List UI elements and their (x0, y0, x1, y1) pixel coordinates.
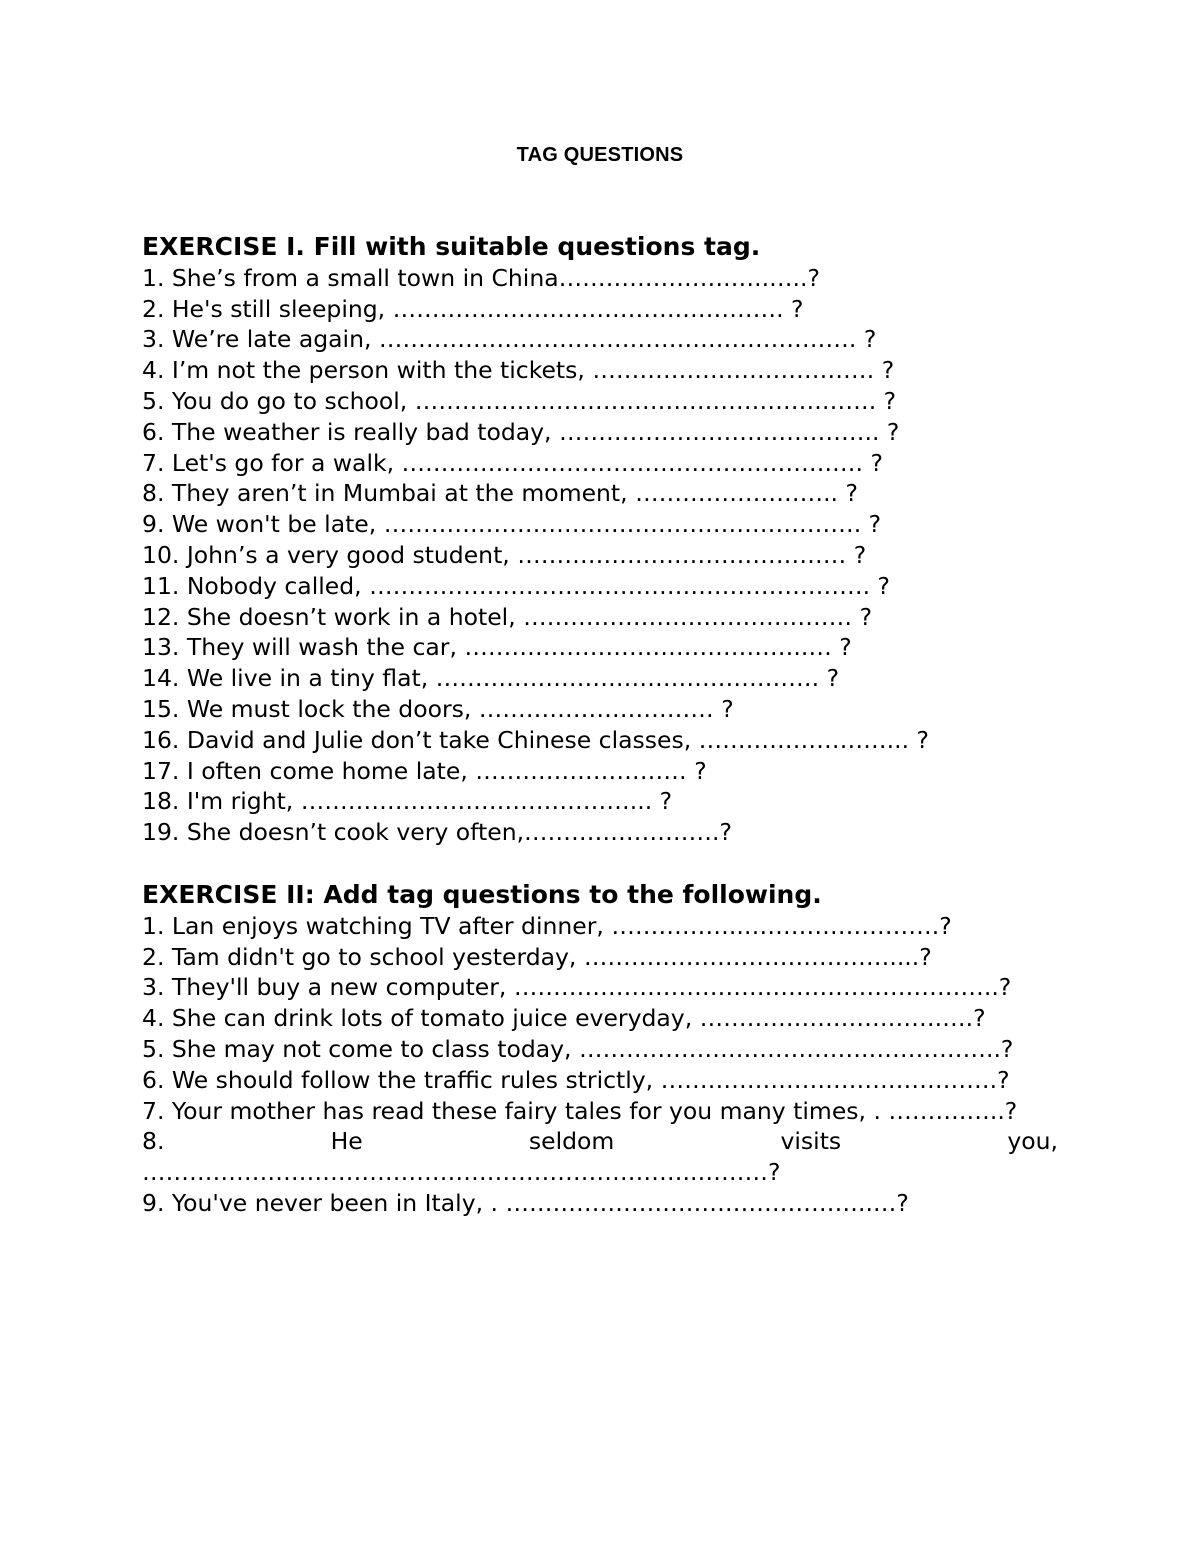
exercise-2-item: 7. Your mother has read these fairy tales for you many times, . ……….…..? (142, 1096, 1018, 1125)
exercise-1-item: 18. I'm right, ……………………………………... ? (142, 787, 673, 816)
exercise-2-item: 1. Lan enjoys watching TV after dinner, ……………..…………………….? (142, 911, 952, 940)
exercise-1-item: 8. They aren’t in Mumbai at the moment, …………………….. ? (142, 479, 858, 508)
exercise-1-item: 15. We must lock the doors, ………………………… ? (142, 694, 734, 723)
exercise-2-item: 3. They'll buy a new computer, ……………………………………………………..? (142, 973, 1012, 1002)
exercise-1-item: 2. He's still sleeping, ……………………………….…………. ? (142, 294, 804, 323)
exercise-1-item: 16. David and Julie don’t take Chinese classes, ……………………... ? (142, 725, 929, 754)
exercise-1-item: 14. We live in a tiny flat, …………………………………………. ? (142, 664, 840, 693)
exercise-1-item: 6. The weather is really bad today, ………………………………….. ? (142, 417, 900, 446)
exercise-2-item: 2. Tam didn't go to school yesterday, …………………………………....? (142, 942, 932, 971)
exercise-2-item: 6. We should follow the traffic rules strictly, …………………………………….? (142, 1065, 1010, 1094)
exercise-2-item: 9. You've never been in Italy, . ………………………………………..…? (142, 1188, 909, 1217)
exercise-1-item: 19. She doesn’t cook very often,…………………….? (142, 818, 733, 847)
exercise-1-item: 17. I often come home late, ……………………… ? (142, 756, 707, 785)
exercise-1-item: 3. We’re late again, ……………………………………………………. ? (142, 325, 877, 354)
exercise-1-item: 9. We won't be late, ……………………………………………………. ? (142, 510, 882, 539)
exercise-2-item: 5. She may not come to class today, ……………………………….……………..? (142, 1034, 1014, 1063)
exercise-1-item: 11. Nobody called, ………………………………………………………. ? (142, 571, 890, 600)
page-title: TAG QUESTIONS (516, 144, 684, 166)
exercise-1-item: 7. Let's go for a walk, ……………………………………………….…. ? (142, 448, 883, 477)
exercise-1-item: 10. John’s a very good student, …………………………………… ? (142, 540, 867, 569)
exercise-1-item: 1. She’s from a small town in China………………….…..…..? (142, 263, 820, 292)
exercise-1-list (142, 263, 1058, 848)
exercise-1-item: 4. I’m not the person with the tickets, ……………………………… ? (142, 356, 895, 385)
exercise-1-heading: EXERCISE I. Fill with suitable questions tag. (142, 232, 761, 261)
exercise-1-item: 12. She doesn’t work in a hotel, …………………………………… ? (142, 602, 873, 631)
section-spacer (142, 848, 1058, 880)
exercise-2-heading: EXERCISE II: Add tag questions to the following. (142, 879, 822, 909)
exercise-2-item: 4. She can drink lots of tomato juice everyday, ………………………….….? (142, 1004, 986, 1033)
exercise-1-item: 13. They will wash the car, ……………………………………..… ? (142, 633, 852, 662)
exercise-2-list (142, 911, 1058, 1219)
worksheet-body (142, 232, 1058, 1219)
exercise-1-item: 5. You do go to school, …………………………………………….……. ? (142, 386, 897, 415)
exercise-2-item: 8. He seldom visits you, ……………………………………………………………..………? (142, 1127, 1058, 1187)
